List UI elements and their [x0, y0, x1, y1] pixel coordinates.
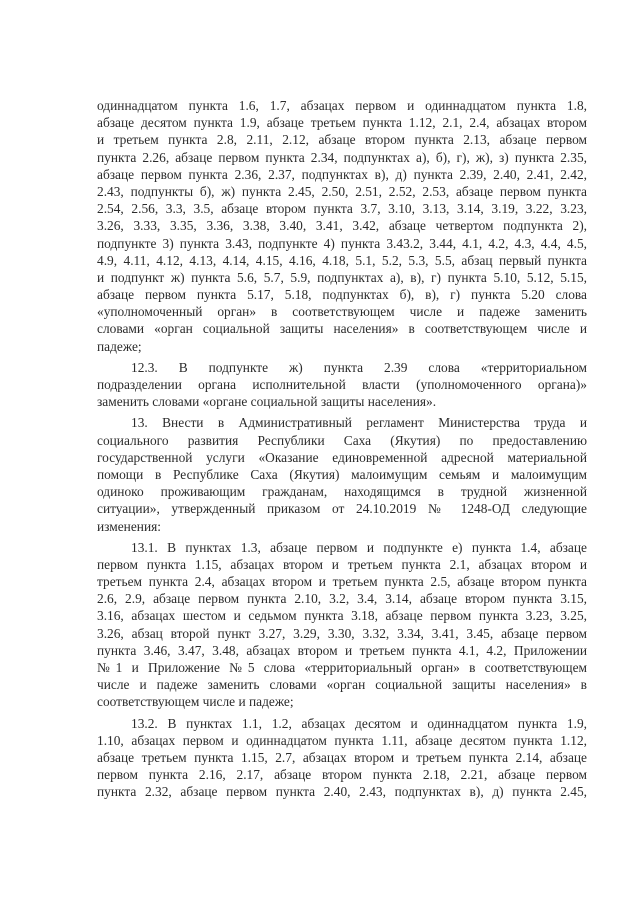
text-line: и третьем пункта 2.8, 2.11, 2.12, абзаце втором пункта 2.13, абзаце первом — [97, 132, 587, 148]
document-body — [97, 97, 587, 801]
text-line: абзаце десятом пункта 1.9, абзаце третьем пункта 1.12, 2.1, 2.4, абзацах втором — [97, 115, 587, 131]
text-line: 13.1. В пунктах 1.3, абзаце первом и подпункте е) пункта 1.4, абзаце — [131, 539, 587, 555]
text-line: 2.43, подпункты б), ж) пункта 2.45, 2.50, 2.51, 2.52, 2.53, абзаце первом пункта — [97, 183, 587, 199]
text-line: 13. Внести в Административный регламент Министерства труда и — [131, 415, 587, 431]
text-line: соответствующем числе и падеже; — [97, 694, 294, 710]
text-line: одиннадцатом пункта 1.6, 1.7, абзацах первом и одиннадцатом пункта 1.8, — [97, 98, 587, 113]
paragraph-13-2 — [97, 715, 587, 801]
text-line: социального развития Республики Саха (Якутия) по предоставлению — [97, 432, 587, 448]
text-line: пункта 2.32, абзаце первом пункта 2.40, 2.43, подпунктах в), д) пункта 2.45, — [97, 784, 587, 800]
text-line: «уполномоченный орган» в соответствующем числе и падеже заменить — [97, 304, 587, 320]
text-line: третьем пункта 2.4, абзацах втором и третьем пункта 2.5, абзаце втором пункта — [97, 574, 587, 590]
text-line: словами «орган социальной защиты населения» в соответствующем числе и — [97, 321, 587, 337]
paragraph-12-3 — [97, 359, 587, 411]
text-line: абзаце первом пункта 2.36, 2.37, подпунктах в), д) пункта 2.39, 2.40, 2.41, 2.42, — [97, 166, 587, 182]
paragraph-13 — [97, 414, 587, 534]
paragraph-12-2-continuation — [97, 97, 587, 355]
text-line: государственной услуги «Оказание единовременной адресной материальной — [97, 449, 587, 465]
text-line: 12.3. В подпункте ж) пункта 2.39 слова «территориальном — [131, 359, 587, 375]
text-line: одиноко проживающим гражданам, находящимся в трудной жизненной — [97, 484, 587, 500]
text-line: изменения: — [97, 518, 162, 534]
text-line: заменить словами «органе социальной защиты населения». — [97, 394, 437, 410]
text-line: падеже; — [97, 338, 142, 354]
paragraph-13-1 — [97, 539, 587, 711]
text-line: подпункте 3) пункта 3.43, подпункте 4) пункта 3.43.2, 3.44, 4.1, 4.2, 4.3, 4.4, 4.5, — [97, 235, 587, 251]
text-line: 3.26, абзац второй пункт 3.27, 3.29, 3.30, 3.32, 3.34, 3.41, 3.45, абзаце первом — [97, 625, 587, 641]
text-line: абзаце первом пункта 5.17, 5.18, подпунктах б), в), г) пункта 5.20 слова — [97, 287, 587, 303]
text-line: 1.10, абзацах первом и одиннадцатом пункта 1.11, абзаце десятом пункта 1.12, — [97, 732, 587, 748]
text-line: помощи в Республике Саха (Якутия) малоимущим семьям и малоимущим — [97, 466, 587, 482]
text-line: пункта 3.46, 3.47, 3.48, абзацах втором и третьем пункта 4.1, 4.2, Приложении — [97, 642, 587, 658]
text-line: первом пункта 2.16, 2.17, абзаце втором пункта 2.18, 2.21, абзаце первом — [97, 767, 587, 783]
text-line: пункта 2.26, абзаце первом пункта 2.34, подпунктах а), б), г), ж), з) пункта 2.35, — [97, 149, 587, 165]
text-line: 3.16, абзацах шестом и седьмом пункта 3.18, абзаце первом пункта 3.23, 3.25, — [97, 608, 587, 624]
text-line: 3.26, 3.33, 3.35, 3.36, 3.38, 3.40, 3.41, 3.42, абзаце четвертом подпункта 2), — [97, 218, 587, 234]
text-line: первом пункта 1.15, абзацах втором и третьем пункта 2.1, абзацах втором и — [97, 556, 587, 572]
text-line: 4.9, 4.11, 4.12, 4.13, 4.14, 4.15, 4.16, 4.18, 5.1, 5.2, 5.3, 5.5, абзац первый пункта — [97, 252, 587, 268]
text-line: и подпункт ж) пункта 5.6, 5.7, 5.9, подпунктах а), в), г) пункта 5.10, 5.12, 5.15, — [97, 269, 587, 285]
text-line: 2.54, 2.56, 3.3, 3.5, абзаце втором пункта 3.7, 3.10, 3.13, 3.14, 3.19, 3.22, 3.23, — [97, 201, 587, 217]
text-line: абзаце третьем пункта 1.15, 2.7, абзацах втором и третьем пункта 2.14, абзаце — [97, 749, 587, 765]
text-line: ситуации», утвержденный приказом от 24.10.2019 № 1248-ОД следующие — [97, 501, 587, 517]
text-line: числе и падеже заменить словами «орган социальной защиты населения» в — [97, 677, 587, 693]
text-line: 13.2. В пунктах 1.1, 1.2, абзацах десятом и одиннадцатом пункта 1.9, — [131, 715, 587, 731]
text-line: подразделении органа исполнительной власти (уполномоченного органа)» — [97, 377, 587, 392]
text-line: №1 и Приложение №5 слова «территориальный орган» в соответствующем — [97, 660, 587, 675]
text-line: 2.6, 2.9, абзаце первом пункта 2.10, 3.2, 3.4, 3.14, абзаце втором пункта 3.15, — [97, 591, 587, 607]
